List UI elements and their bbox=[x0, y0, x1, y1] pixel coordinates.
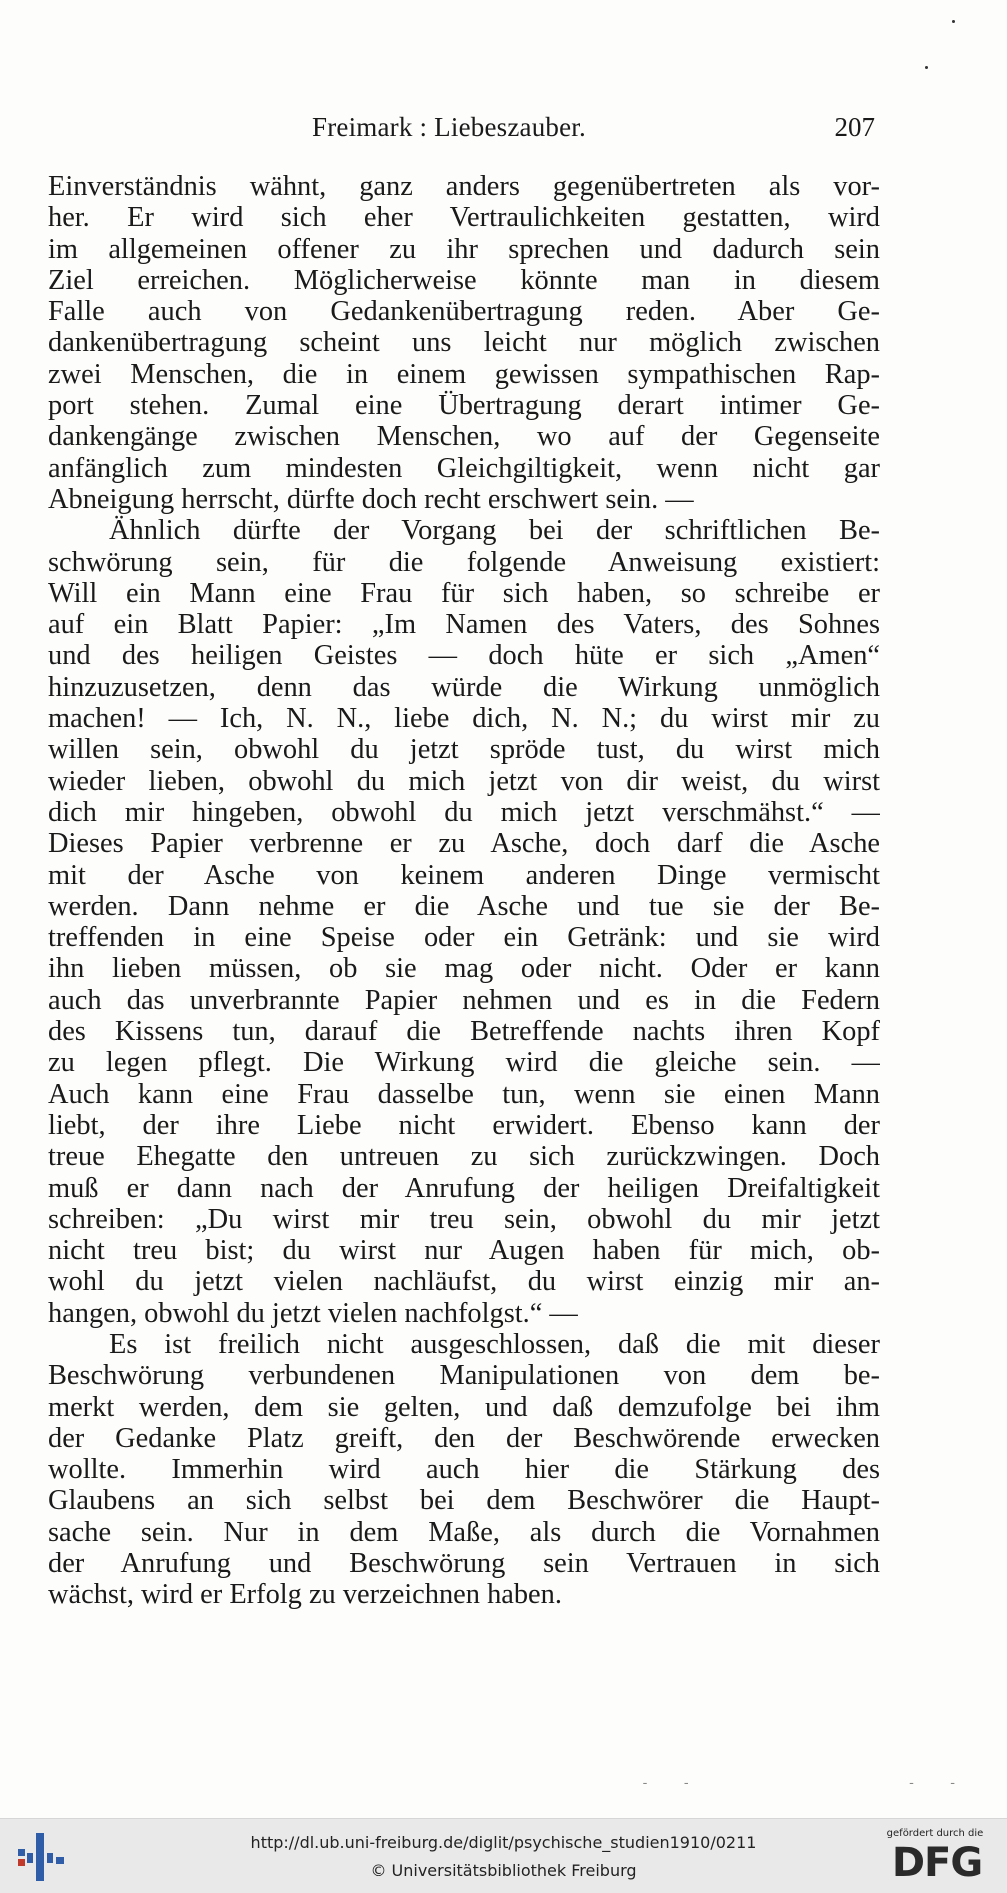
text-line: der Anrufung und Beschwörung sein Vertrauen in sich bbox=[48, 1548, 880, 1580]
text-line: sache sein. Nur in dem Maße, als durch die Vornahmen bbox=[48, 1516, 880, 1548]
text-line: im allgemeinen offener zu ihr sprechen und dadurch sein bbox=[48, 233, 880, 265]
running-title: Freimark : Liebeszauber. bbox=[312, 112, 586, 142]
text-line: Glaubens an sich selbst bei dem Beschwörer die Haupt- bbox=[48, 1485, 880, 1517]
text-line: werden. Dann nehme er die Asche und tue sie der Be- bbox=[48, 890, 880, 922]
scan-speck bbox=[925, 66, 928, 69]
text-line: Es ist freilich nicht ausgeschlossen, daß die mit dieser bbox=[109, 1328, 880, 1360]
text-line: wieder lieben, obwohl du mich jetzt von dir weist, du wirst bbox=[48, 765, 880, 797]
text-line: auch das unverbrannte Papier nehmen und es in die Federn bbox=[48, 984, 880, 1016]
text-line: mit der Asche von keinem anderen Dinge vermischt bbox=[48, 859, 880, 891]
text-line: willen sein, obwohl du jetzt spröde tust, du wirst mich bbox=[48, 734, 880, 766]
text-line: merkt werden, dem sie gelten, und daß demzufolge bei ihm bbox=[48, 1391, 880, 1423]
text-line: dankengänge zwischen Menschen, wo auf der Gegenseite bbox=[48, 421, 880, 453]
text-line: port stehen. Zumal eine Übertragung derart intimer Ge- bbox=[48, 390, 880, 422]
text-line: wollte. Immerhin wird auch hier die Stärkung des bbox=[48, 1454, 880, 1486]
body-text bbox=[48, 171, 880, 1611]
permalink-url[interactable]: http://dl.ub.uni-freiburg.de/diglit/psychische_studien1910/0211 bbox=[250, 1833, 757, 1852]
text-line: Einverständnis wähnt, ganz anders gegenübertreten als vor- bbox=[48, 171, 880, 202]
text-line: Auch kann eine Frau dasselbe tun, wenn sie einen Mann bbox=[48, 1078, 880, 1110]
scan-specks: - - - - bbox=[642, 1775, 971, 1791]
text-line: zwei Menschen, die in einem gewissen sympathischen Rap- bbox=[48, 358, 880, 390]
text-line: nicht treu bist; du wirst nur Augen haben für mich, ob- bbox=[48, 1235, 880, 1267]
text-line: dankenübertragung scheint uns leicht nur möglich zwischen bbox=[48, 327, 880, 359]
text-line: hinzuzusetzen, denn das würde die Wirkung unmöglich bbox=[48, 671, 880, 703]
text-line: auf ein Blatt Papier: „Im Namen des Vaters, des Sohnes bbox=[48, 609, 880, 641]
text-line: und des heiligen Geistes — doch hüte er sich „Amen“ bbox=[48, 640, 880, 672]
text-line: der Gedanke Platz greift, den der Beschwörende erwecken bbox=[48, 1422, 880, 1454]
copyright-text: © Universitätsbibliothek Freiburg bbox=[370, 1861, 637, 1880]
text-line: her. Er wird sich eher Vertraulichkeiten gestatten, wird bbox=[48, 202, 880, 234]
text-line: ihn lieben müssen, ob sie mag oder nicht. Oder er kann bbox=[48, 953, 880, 985]
text-line: Falle auch von Gedankenübertragung reden. Aber Ge- bbox=[48, 296, 880, 328]
text-line: treue Ehegatte den untreuen zu sich zurückzwingen. Doch bbox=[48, 1141, 880, 1173]
viewer-footer bbox=[0, 1818, 1007, 1893]
text-line: dich mir hingeben, obwohl du mich jetzt verschmähst.“ — bbox=[48, 796, 880, 828]
text-line: Abneigung herrscht, dürfte doch recht erschwert sein. — bbox=[48, 483, 694, 515]
scan-speck bbox=[952, 20, 955, 23]
text-line: Beschwörung verbundenen Manipulationen von dem be- bbox=[48, 1360, 880, 1392]
text-line: anfänglich zum mindesten Gleichgiltigkeit, wenn nicht gar bbox=[48, 452, 880, 484]
text-line: schreiben: „Du wirst mir treu sein, obwohl du mir jetzt bbox=[48, 1203, 880, 1235]
page-number: 207 bbox=[834, 112, 875, 142]
text-line: Dieses Papier verbrenne er zu Asche, doch darf die Asche bbox=[48, 828, 880, 860]
text-line: Ähnlich dürfte der Vorgang bei der schriftlichen Be- bbox=[109, 515, 880, 547]
running-head bbox=[50, 112, 875, 152]
text-line: hangen, obwohl du jetzt vielen nachfolgst.“ — bbox=[48, 1297, 578, 1329]
text-line: liebt, der ihre Liebe nicht erwidert. Ebenso kann der bbox=[48, 1109, 880, 1141]
text-line: Ziel erreichen. Möglicherweise könnte man in diesem bbox=[48, 264, 880, 296]
text-line: Will ein Mann eine Frau für sich haben, so schreibe er bbox=[48, 577, 880, 609]
text-line: des Kissens tun, darauf die Betreffende nachts ihren Kopf bbox=[48, 1016, 880, 1048]
text-line: machen! — Ich, N. N., liebe dich, N. N.; du wirst mir zu bbox=[48, 703, 880, 735]
text-line: zu legen pflegt. Die Wirkung wird die gleiche sein. — bbox=[48, 1047, 880, 1079]
text-line: wächst, wird er Erfolg zu verzeichnen haben. bbox=[48, 1579, 562, 1611]
text-line: muß er dann nach der Anrufung der heiligen Dreifaltigkeit bbox=[48, 1172, 880, 1204]
funding-note: gefördert durch die bbox=[886, 1828, 984, 1839]
dfg-logo: DFG bbox=[891, 1840, 983, 1886]
text-line: schwörung sein, für die folgende Anweisung existiert: bbox=[48, 546, 880, 578]
text-line: treffenden in eine Speise oder ein Getränk: und sie wird bbox=[48, 922, 880, 954]
text-line: wohl du jetzt vielen nachläufst, du wirst einzig mir an- bbox=[48, 1266, 880, 1298]
